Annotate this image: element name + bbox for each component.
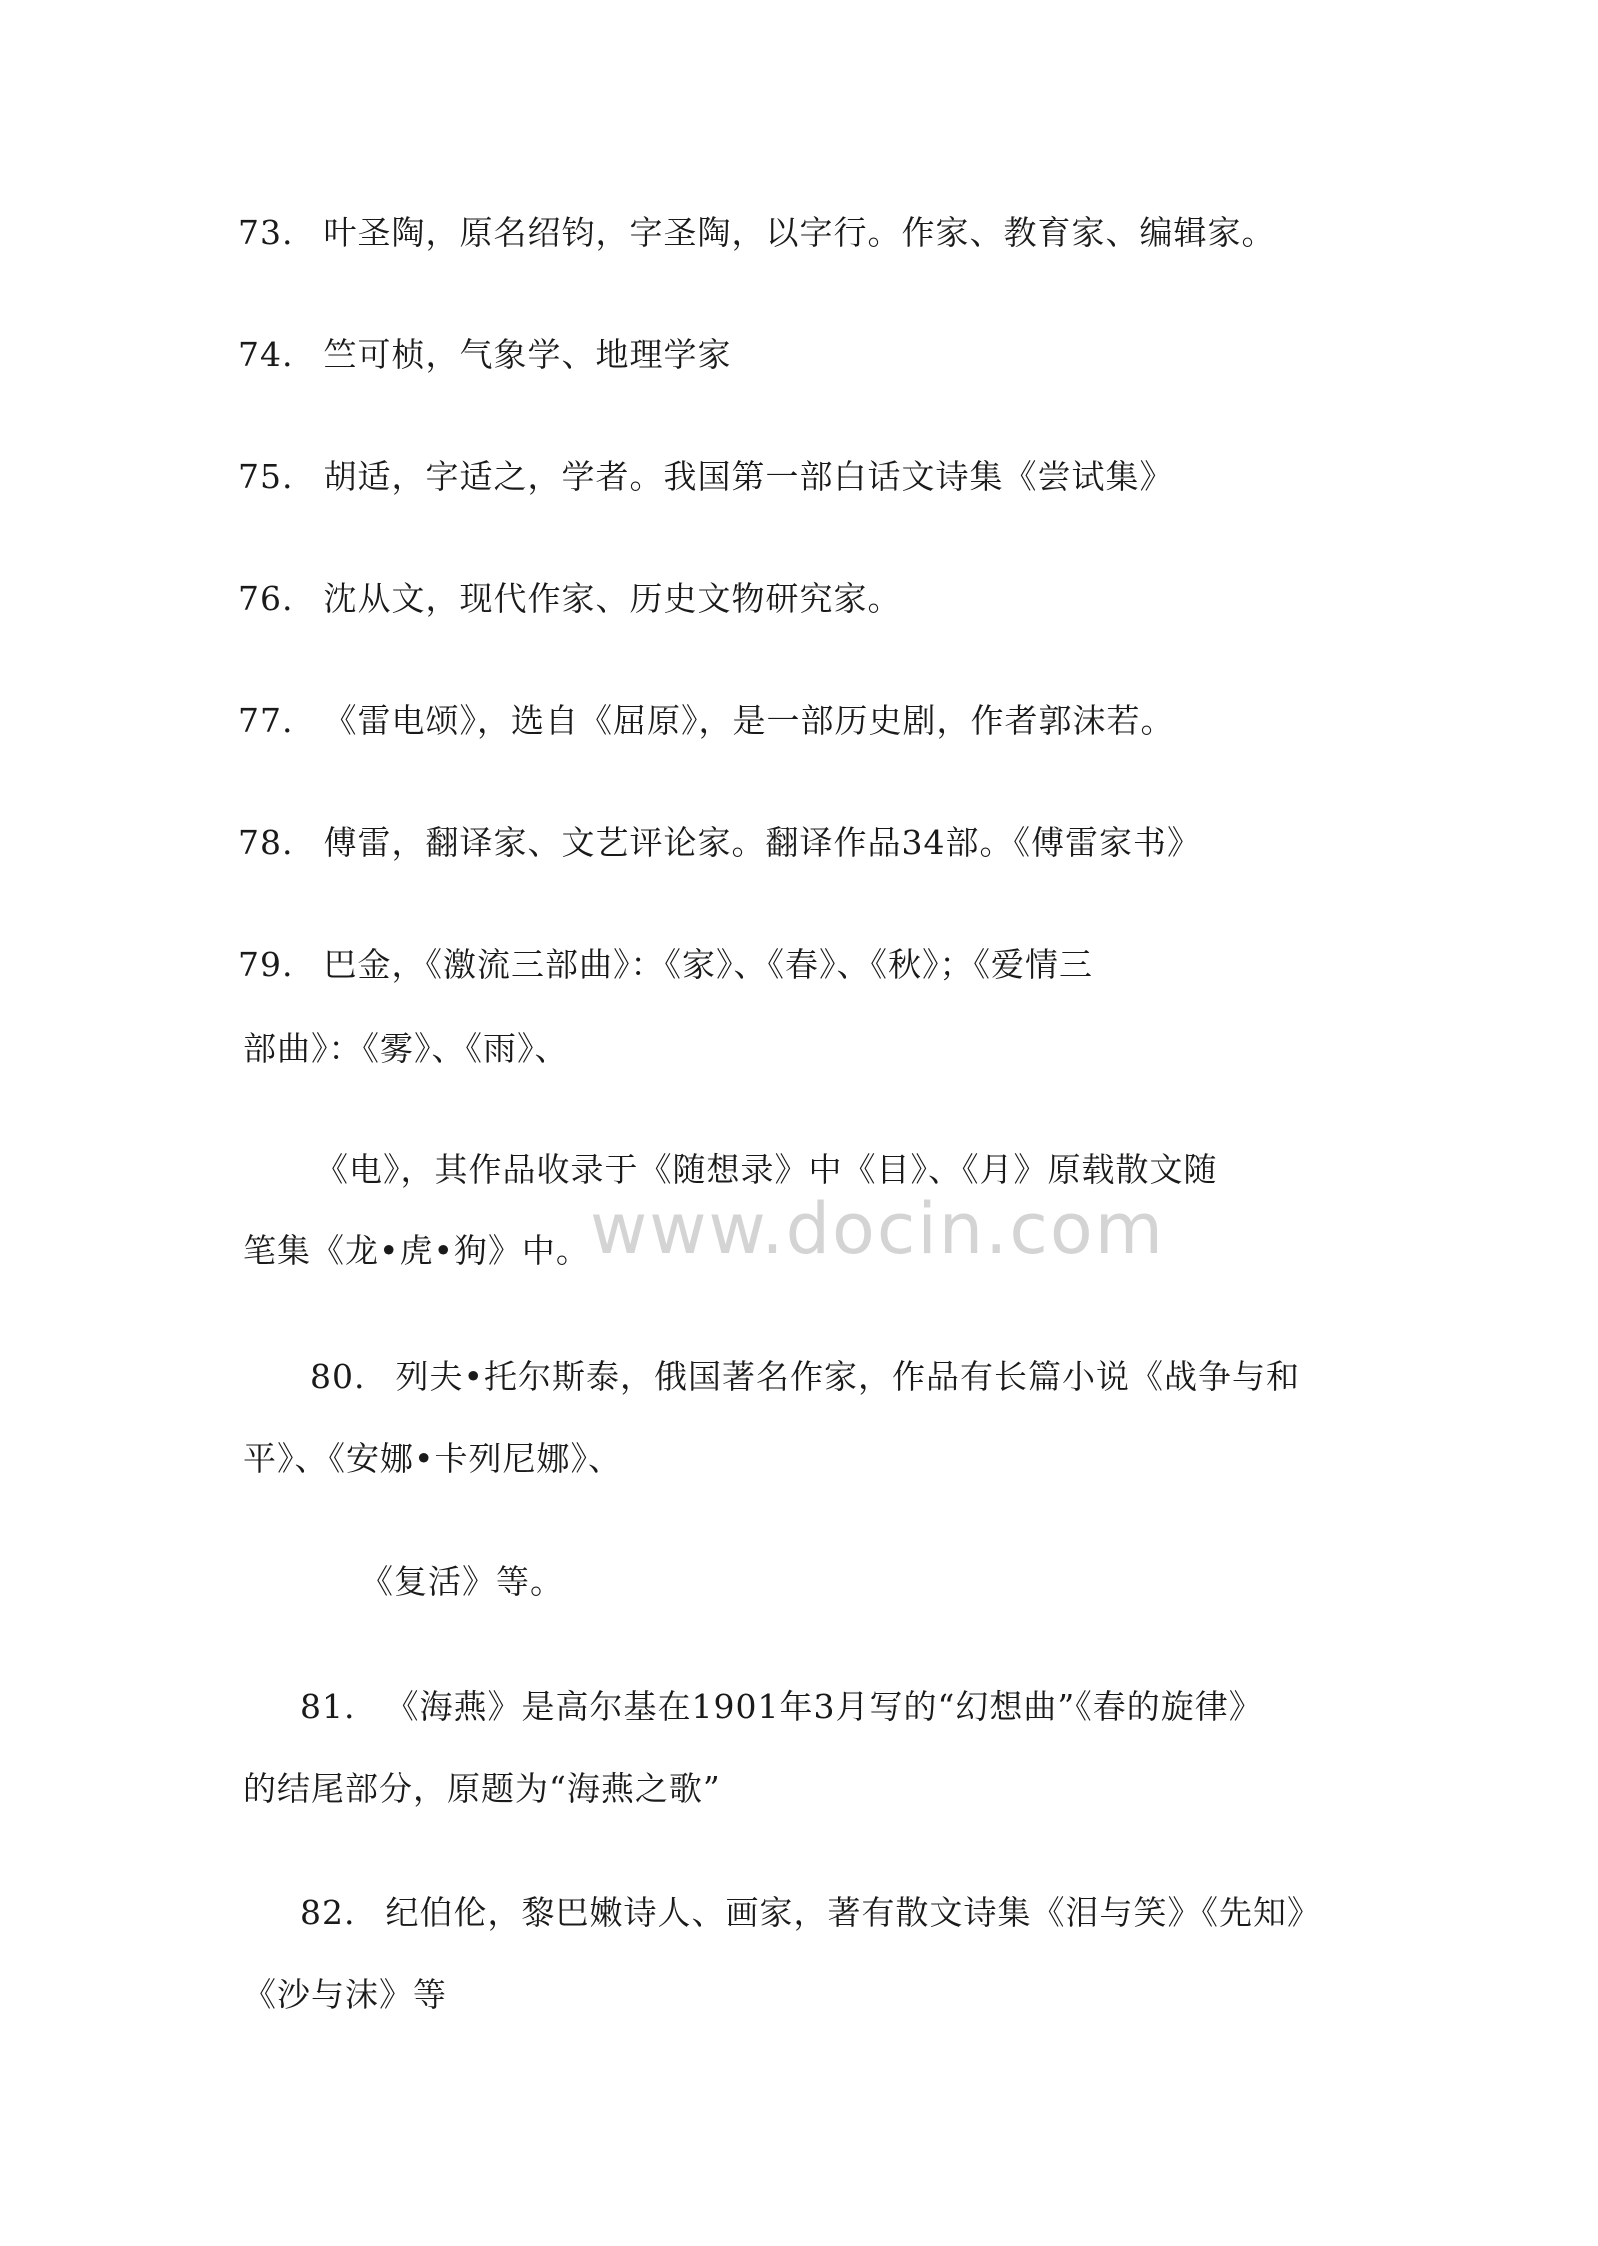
watermark: www.docin.com (590, 1188, 1165, 1270)
entry-number: 79. (238, 945, 294, 984)
entry-79 (238, 943, 1093, 987)
entry-79-continuation: 《电》，其作品收录于《随想录》中《目》、《月》原载散文随 (315, 1150, 1218, 1189)
entry-number: 81. (300, 1687, 356, 1726)
entry-text: 竺可桢，气象学、地理学家 (323, 335, 732, 374)
entry-text: 巴金，《激流三部曲》：《家》、《春》、《秋》；《爱情三 (323, 945, 1093, 984)
entry-number: 77. (238, 701, 294, 740)
entry-number: 75. (238, 457, 294, 496)
entry-text: 沈从文，现代作家、历史文物研究家。 (323, 579, 902, 618)
entry-text: 胡适，字适之，学者。我国第一部白话文诗集《尝试集》 (323, 457, 1174, 496)
entry-82-continuation: 《沙与沫》等 (243, 1975, 447, 2014)
entry-77 (238, 699, 1174, 743)
entry-75 (238, 455, 1173, 499)
entry-74 (238, 333, 731, 377)
entry-text: 列夫•托尔斯泰，俄国著名作家，作品有长篇小说《战争与和 (395, 1357, 1300, 1396)
entry-number: 73. (238, 213, 294, 252)
entry-text: 《海燕》是高尔基在1901年3月写的“幻想曲”《春的旋律》 (385, 1687, 1263, 1726)
entry-number: 78. (238, 823, 294, 862)
entry-73 (238, 211, 1275, 255)
entry-79-continuation: 笔集《龙•虎•狗》中。 (243, 1231, 590, 1270)
entry-text: 傅雷，翻译家、文艺评论家。翻译作品34部。《傅雷家书》 (323, 823, 1201, 862)
entry-81-continuation: 的结尾部分，原题为“海燕之歌” (243, 1769, 721, 1808)
entry-text: 纪伯伦，黎巴嫩诗人、画家，著有散文诗集《泪与笑》《先知》 (385, 1893, 1321, 1932)
entry-78 (238, 821, 1201, 865)
entry-81 (300, 1685, 1263, 1729)
entry-number: 82. (300, 1893, 356, 1932)
entry-80 (310, 1355, 1300, 1399)
entry-text: 叶圣陶，原名绍钧，字圣陶，以字行。作家、教育家、编辑家。 (323, 213, 1276, 252)
entry-76 (238, 577, 901, 621)
entry-number: 76. (238, 579, 294, 618)
entry-82 (300, 1891, 1321, 1935)
entry-number: 74. (238, 335, 294, 374)
entry-number: 80. (310, 1357, 366, 1396)
entry-80-continuation: 平》、《安娜•卡列尼娜》、 (243, 1439, 622, 1478)
entry-79-continuation: 部曲》：《雾》、《雨》、 (243, 1029, 569, 1068)
entry-text: 《雷电颂》，选自《屈原》，是一部历史剧，作者郭沫若。 (323, 701, 1175, 740)
entry-80-continuation: 《复活》等。 (360, 1562, 564, 1601)
